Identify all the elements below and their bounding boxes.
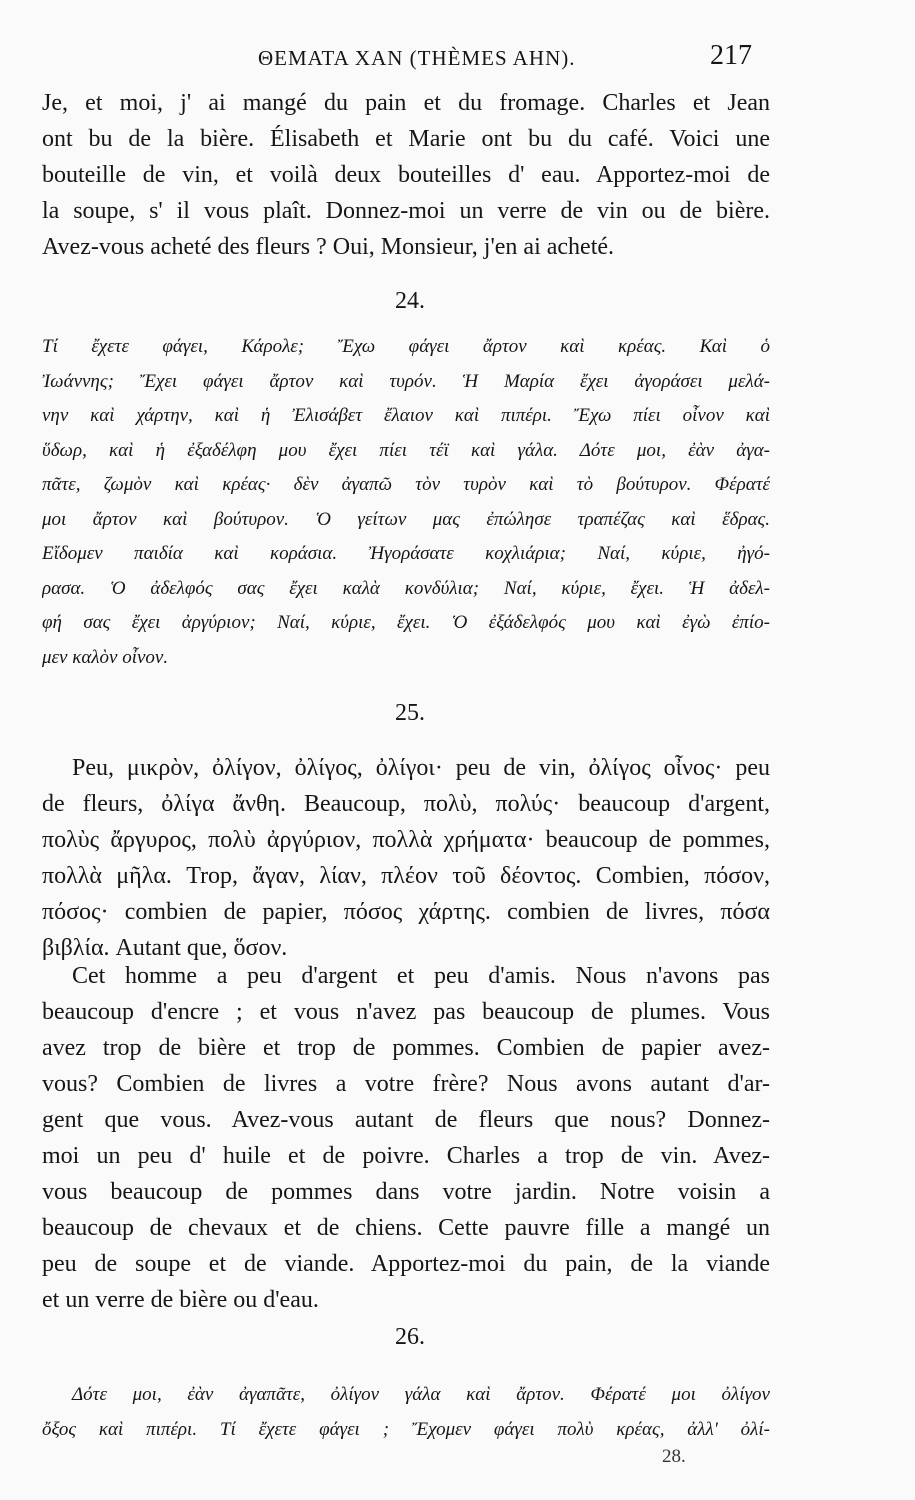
text-line: ont bu de la bière. Élisabeth et Marie ont bu du café. Voici une — [42, 126, 770, 152]
text-line: Je, et moi, j' ai mangé du pain et du fromage. Charles et Jean — [42, 90, 770, 116]
intro-paragraph — [42, 85, 770, 265]
text-line: πᾶτε, ζωμὸν καὶ κρέας· δὲν ἀγαπῶ τὸν τυρὸν καὶ τὸ βούτυρον. Φέρατέ — [42, 474, 770, 495]
text-line: avez trop de bière et trop de pommes. Combien de papier avez- — [42, 1035, 770, 1061]
text-line: νην καὶ χάρτην, καὶ ἡ Ἐλισάβετ ἔλαιον καὶ πιπέρι. Ἔχω πίει οἶνον καὶ — [42, 405, 770, 426]
text-line: beaucoup d'encre ; et vous n'avez pas beaucoup de plumes. Vous — [42, 999, 770, 1025]
text-line: Εἴδομεν παιδία καὶ κοράσια. Ἠγοράσατε κοχλιάρια; Ναί, κύριε, ἠγό- — [42, 543, 770, 564]
text-line: beaucoup de chevaux et de chiens. Cette pauvre fille a mangé un — [42, 1215, 770, 1241]
exercise-25-vocabulary — [42, 750, 770, 966]
text-line: la soupe, s' il vous plaît. Donnez-moi un verre de vin ou de bière. — [42, 198, 770, 224]
text-line: μοι ἄρτον καὶ βούτυρον. Ὁ γείτων μας ἐπώλησε τραπέζας καὶ ἕδρας. — [42, 508, 770, 530]
text-line: Peu, μικρὸν, ὀλίγον, ὀλίγος, ὀλίγοι· peu de vin, ὀλίγος οἶνος· peu — [72, 755, 770, 781]
text-line: ὄξος καὶ πιπέρι. Τί ἔχετε φάγει ; Ἔχομεν φάγει πολὺ κρέας, ἀλλ' ὀλί- — [42, 1418, 770, 1440]
text-line: Δότε μοι, ἐὰν ἀγαπᾶτε, ὀλίγον γάλα καὶ ἄρτον. Φέρατέ μοι ὀλίγον — [72, 1384, 770, 1405]
text-line: moi un peu d' huile et de poivre. Charles a trop de vin. Avez- — [42, 1143, 770, 1169]
text-line: πόσος· combien de papier, πόσος χάρτης. combien de livres, πόσα — [42, 899, 770, 925]
exercise-number: 25. — [395, 700, 425, 726]
exercise-number: 26. — [395, 1324, 425, 1350]
running-title: ΘΕΜΑΤΑ ΧΑΝ (THÈMES AHN). — [258, 46, 576, 70]
exercise-26-text — [42, 1378, 770, 1447]
text-line: Ἰωάννης; Ἔχει φάγει ἄρτον καὶ τυρόν. Ἡ Μαρία ἔχει ἀγοράσει μελά- — [42, 370, 770, 392]
text-line: μεν καλὸν οἶνον. — [42, 646, 169, 668]
exercise-25-text — [42, 958, 770, 1318]
text-line: πολλὰ μῆλα. Trop, ἄγαν, λίαν, πλέον τοῦ δέοντος. Combien, πόσον, — [42, 863, 770, 889]
text-line: ὕδωρ, καὶ ἡ ἐξαδέλφη μου ἔχει πίει τέϊ καὶ γάλα. Δότε μοι, ἐὰν ἀγα- — [42, 439, 770, 461]
signature-mark: 28. — [662, 1446, 686, 1467]
text-line: peu de soupe et de viande. Apportez-moi du pain, de la viande — [42, 1251, 770, 1277]
text-line: Cet homme a peu d'argent et peu d'amis. Nous n'avons pas — [72, 963, 770, 989]
exercise-number: 24. — [395, 288, 425, 314]
text-line: et un verre de bière ou d'eau. — [42, 1287, 319, 1313]
exercise-24-text — [42, 330, 770, 675]
text-line: Avez-vous acheté des fleurs ? Oui, Monsieur, j'en ai acheté. — [42, 234, 615, 260]
text-line: gent que vous. Avez-vous autant de fleurs que nous? Donnez- — [42, 1107, 770, 1133]
text-line: βιβλία. Autant que, ὅσον. — [42, 935, 288, 961]
page-number: 217 — [710, 40, 752, 71]
text-line: φή σας ἔχει ἀργύριον; Ναί, κύριε, ἔχει. Ὁ ἐξάδελφός μου καὶ ἐγὼ ἐπίο- — [42, 612, 770, 633]
text-line: vous? Combien de livres a votre frère? Nous avons autant d'ar- — [42, 1071, 770, 1097]
page-header — [0, 40, 915, 80]
text-line: πολὺς ἄργυρος, πολὺ ἀργύριον, πολλὰ χρήματα· beaucoup de pommes, — [42, 827, 770, 853]
text-line: bouteille de vin, et voilà deux bouteilles d' eau. Apportez-moi de — [42, 162, 770, 188]
text-line: de fleurs, ὀλίγα ἄνθη. Beaucoup, πολὺ, πολύς· beaucoup d'argent, — [42, 791, 770, 817]
text-line: vous beaucoup de pommes dans votre jardin. Notre voisin a — [42, 1179, 770, 1205]
text-line: Τί ἔχετε φάγει, Κάρολε; Ἔχω φάγει ἄρτον καὶ κρέας. Καὶ ὁ — [42, 336, 770, 357]
text-line: ρασα. Ὁ ἀδελφός σας ἔχει καλὰ κονδύλια; Ναί, κύριε, ἔχει. Ἡ ἀδελ- — [42, 577, 770, 599]
